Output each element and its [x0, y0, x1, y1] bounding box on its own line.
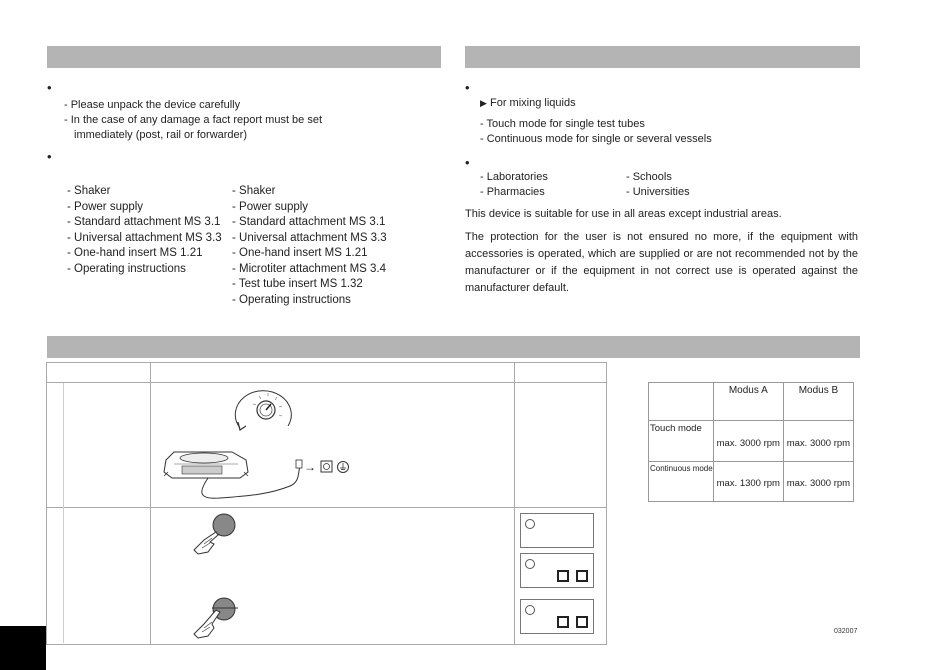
- use-list: [480, 117, 712, 147]
- header-modus-a: Modus A: [713, 383, 783, 421]
- unpack-line: - In the case of any damage a fact report must be set: [64, 114, 323, 126]
- scope-item: - One-hand insert MS 1.21: [232, 247, 368, 259]
- scope-item: - Shaker: [67, 185, 111, 197]
- cont-modus-a-value: max. 1300 rpm: [713, 462, 783, 502]
- shaker-device-illustration: [160, 446, 360, 504]
- scope-list-2: [232, 184, 387, 308]
- protection-paragraph: The protection for the user is not ensured no more, if the equipment with accessories is operated, which are supplied or are not recommended not by the manufacturer or if the equipment in not correct use is operated against the manufacturer default.: [465, 231, 858, 294]
- mode-table: [648, 382, 854, 502]
- unpack-line: immediately (post, rail or forwarder): [74, 129, 247, 141]
- areas-list-2: [626, 170, 690, 200]
- scope-item: - Standard attachment MS 3.1: [67, 216, 221, 228]
- bullet-intended-use: •: [465, 80, 470, 95]
- led-indicator: [525, 605, 535, 615]
- area-item: - Universities: [626, 186, 690, 198]
- bullet-unpacking: •: [47, 80, 52, 95]
- scope-item: - Shaker: [232, 185, 276, 197]
- scope-item: - Operating instructions: [232, 293, 351, 306]
- document-code: 032007: [834, 628, 858, 635]
- scope-item: - Test tube insert MS 1.32: [232, 278, 363, 290]
- scope-item: - Power supply: [67, 200, 144, 213]
- scope-item: - Microtiter attachment MS 3.4: [232, 262, 387, 275]
- power-socket-icon: [320, 460, 352, 474]
- triangle-right-icon: ▶: [480, 98, 487, 108]
- unpack-line: - Please unpack the device carefully: [64, 99, 241, 111]
- speed-knob-illustration: [230, 386, 300, 438]
- display-panel: [520, 513, 594, 548]
- table-col-divider: [514, 362, 515, 644]
- touch-modus-b-value: max. 3000 rpm: [783, 421, 853, 462]
- table-col-divider: [150, 362, 151, 644]
- area-item: - Schools: [626, 171, 672, 183]
- use-head-text: For mixing liquids: [489, 97, 576, 109]
- bullet-scope-of-delivery: •: [47, 149, 52, 164]
- area-item: - Laboratories: [480, 171, 548, 183]
- use-line: - Touch mode for single test tubes: [480, 118, 645, 130]
- led-indicator: [525, 559, 535, 569]
- touch-modus-a-value: max. 3000 rpm: [713, 421, 783, 462]
- right-section-header: [465, 46, 860, 68]
- use-line: - Continuous mode for single or several vessels: [480, 133, 712, 145]
- table-header-divider: [46, 382, 606, 383]
- led-indicator: [525, 519, 535, 529]
- scope-item: - Universal attachment MS 3.3: [232, 231, 387, 244]
- scope-item: - Power supply: [232, 200, 309, 213]
- table-row-divider: [46, 507, 606, 508]
- operation-section-header: [47, 336, 860, 358]
- segment-square: [557, 570, 569, 582]
- touch-mode-label: Touch mode: [649, 421, 714, 462]
- left-section-header: [47, 46, 441, 68]
- arrow-right-icon: →: [304, 460, 316, 474]
- cont-modus-b-value: max. 3000 rpm: [783, 462, 853, 502]
- bullet-areas-of-use: •: [465, 155, 470, 170]
- continuous-mode-label: Continuous mode: [649, 462, 714, 502]
- scope-item: - Universal attachment MS 3.3: [67, 231, 222, 244]
- segment-square: [576, 570, 588, 582]
- scope-item: - One-hand insert MS 1.21: [67, 247, 203, 259]
- unpacking-list: [64, 98, 322, 143]
- use-head: [480, 96, 576, 111]
- areas-list-1: [480, 170, 548, 200]
- suitable-text: This device is suitable for use in all areas except industrial areas.: [465, 208, 782, 220]
- segment-square: [576, 616, 588, 628]
- scope-item: - Standard attachment MS 3.1: [232, 216, 386, 228]
- table-inner-line: [63, 383, 64, 643]
- scope-item: - Operating instructions: [67, 262, 186, 275]
- area-item: - Pharmacies: [480, 186, 545, 198]
- segment-square: [557, 616, 569, 628]
- display-panel: [520, 553, 594, 588]
- display-panel: [520, 599, 594, 634]
- hand-press-icon: [190, 512, 240, 556]
- header-modus-b: Modus B: [783, 383, 853, 421]
- hand-press-icon: [190, 596, 240, 640]
- scope-list-1: [67, 184, 222, 277]
- page-tab: [0, 626, 46, 670]
